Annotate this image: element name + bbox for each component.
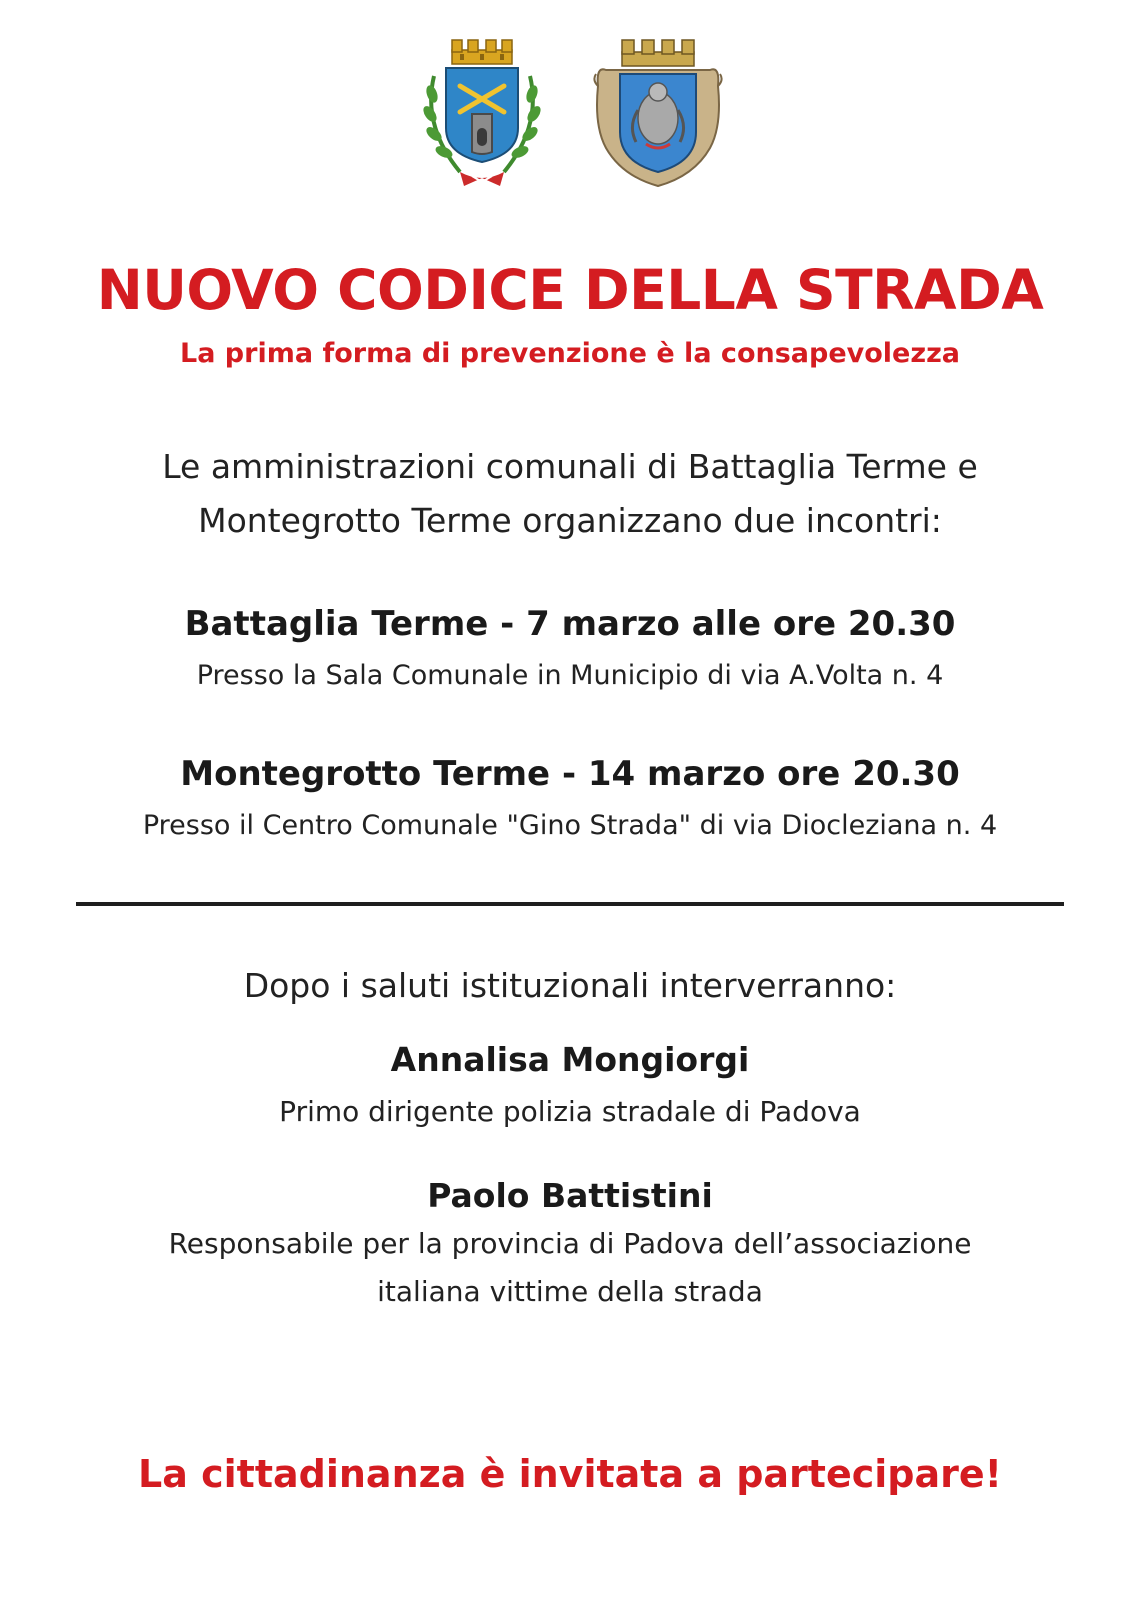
- battaglia-terme-crest-icon: [420, 36, 544, 192]
- closing-invitation: La cittadinanza è invitata a partecipare!: [138, 1452, 1002, 1496]
- crests-header: [0, 36, 1140, 196]
- speaker-role-battistini: [0, 1220, 1140, 1316]
- event-place-battaglia: Presso la Sala Comunale in Municipio di via A.Volta n. 4: [196, 660, 944, 691]
- page-subtitle: La prima forma di prevenzione è la consapevolezza: [179, 338, 961, 369]
- montegrotto-terme-crest-icon: [592, 36, 724, 192]
- page-title: NUOVO CODICE DELLA STRADA: [96, 258, 1044, 322]
- event-title-battaglia: Battaglia Terme - 7 marzo alle ore 20.30: [184, 604, 956, 644]
- speaker-role-line: Responsabile per la provincia di Padova dell’associazione: [168, 1227, 972, 1260]
- speaker-name-battistini: Paolo Battistini: [427, 1176, 713, 1215]
- intro-line: Montegrotto Terme organizzano due incontri:: [198, 501, 942, 540]
- event-title-montegrotto: Montegrotto Terme - 14 marzo ore 20.30: [180, 754, 960, 794]
- speaker-role-mongiorgi: [0, 1088, 1140, 1136]
- section-divider: [76, 902, 1064, 906]
- intro-line: Le amministrazioni comunali di Battaglia Terme e: [162, 447, 978, 486]
- speaker-role-line: italiana vittime della strada: [377, 1275, 763, 1308]
- speaker-name-mongiorgi: Annalisa Mongiorgi: [390, 1040, 750, 1079]
- event-place-montegrotto: Presso il Centro Comunale "Gino Strada" di via Diocleziana n. 4: [142, 810, 998, 841]
- speakers-intro: Dopo i saluti istituzionali interverranno:: [243, 966, 897, 1005]
- speaker-role-line: Primo dirigente polizia stradale di Padova: [279, 1095, 861, 1128]
- intro-paragraph: [0, 440, 1140, 548]
